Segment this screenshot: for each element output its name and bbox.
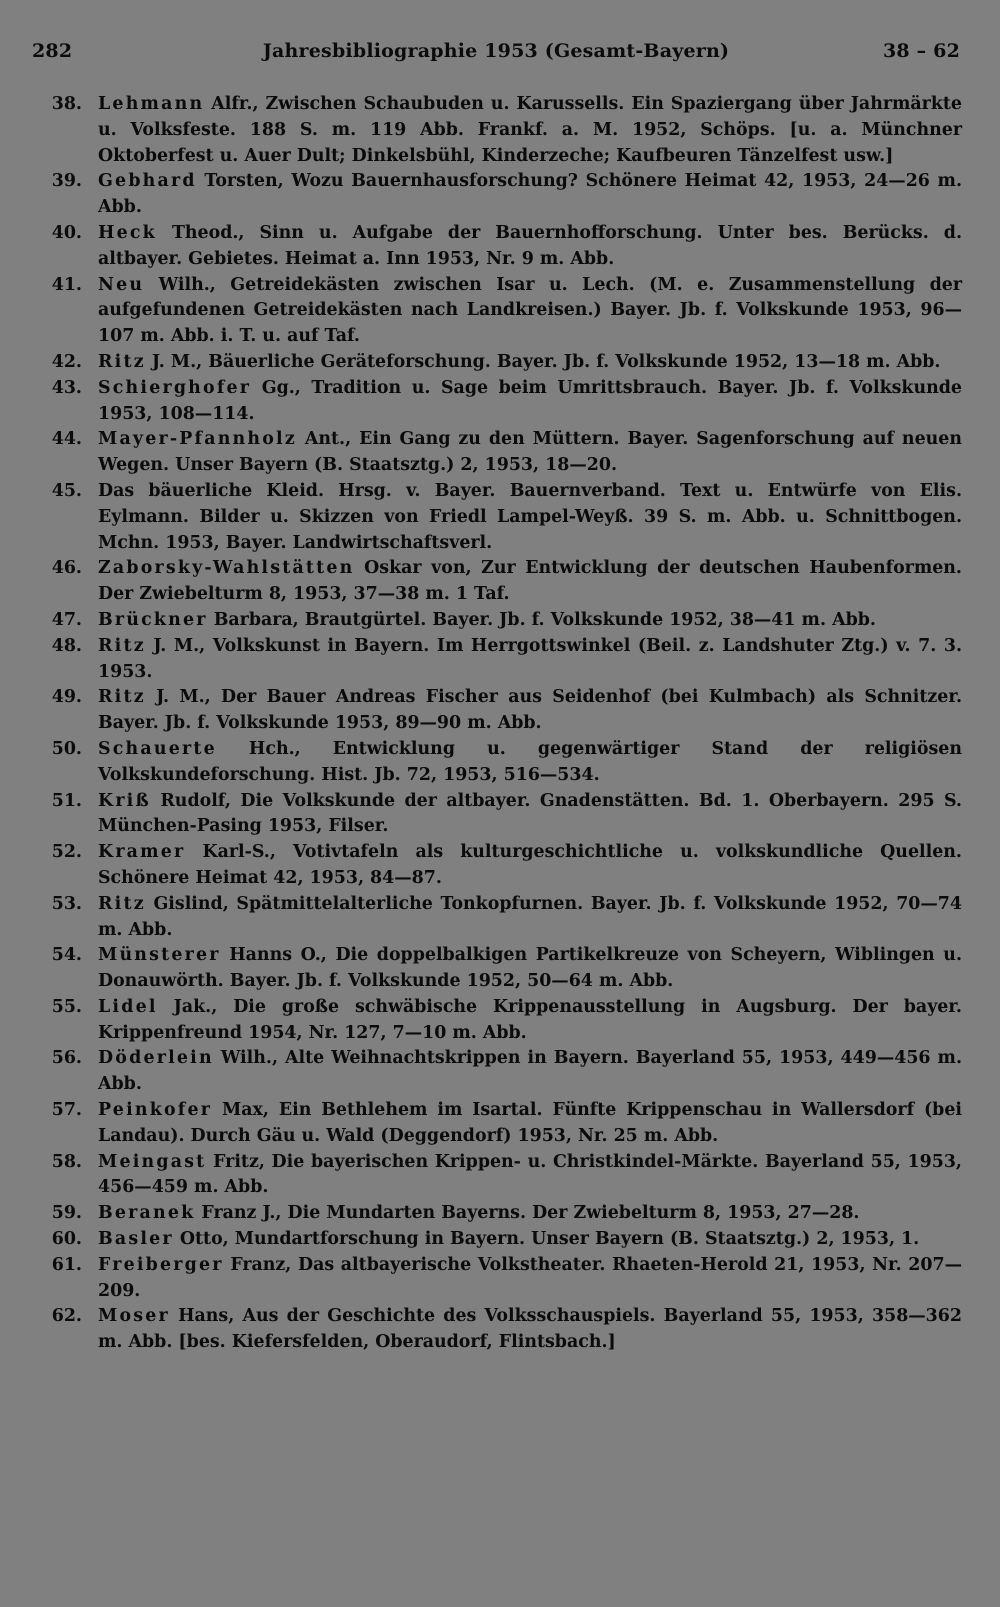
entry-number: 39. xyxy=(51,171,82,192)
entry-author: Moser xyxy=(98,1306,170,1327)
entry-text xyxy=(98,221,962,273)
entry-text xyxy=(98,1304,962,1356)
bibliography-entry xyxy=(40,840,962,892)
entry-citation: J. M., Volkskunst in Bayern. Im Herrgottswinkel (Beil. z. Landshuter Ztg.) v. 7. 3. 1953. xyxy=(98,635,962,682)
entry-citation: Gg., Tradition u. Sage beim Umrittsbrauch. Bayer. Jb. f. Volkskunde 1953, 108—114. xyxy=(98,377,962,424)
entry-author: Schauerte xyxy=(98,738,217,759)
bibliography-entry xyxy=(40,1150,962,1202)
bibliography-entry xyxy=(40,1304,962,1356)
entry-text xyxy=(98,608,962,634)
entry-citation: Theod., Sinn u. Aufgabe der Bauernhofforschung. Unter bes. Berücks. d. altbayer. Gebietes. Heimat a. Inn 1953, Nr. 9 m. Abb. xyxy=(98,222,962,269)
entry-text xyxy=(98,479,962,556)
bibliography-entry xyxy=(40,221,962,273)
entry-number: 55. xyxy=(51,996,82,1017)
entry-citation: Otto, Mundartforschung in Bayern. Unser Bayern (B. Staatsztg.) 2, 1953, 1. xyxy=(179,1229,920,1250)
entry-text xyxy=(98,789,962,841)
entry-author: Döderlein xyxy=(98,1048,214,1069)
entry-number: 53. xyxy=(51,893,82,914)
entry-text xyxy=(98,840,962,892)
bibliography-list xyxy=(40,92,962,1356)
entry-number: 49. xyxy=(51,687,82,708)
entry-number: 45. xyxy=(51,480,82,501)
entry-author: Kriß xyxy=(98,790,151,811)
entry-text xyxy=(98,1150,962,1202)
entry-citation: Hch., Entwicklung u. gegenwärtiger Stand der religiösen Volkskundeforschung. Hist. Jb. 72, 1953, 516—534. xyxy=(98,738,962,785)
entry-text xyxy=(98,1046,962,1098)
entry-citation: Max, Ein Bethlehem im Isartal. Fünfte Krippenschau in Wallersdorf (bei Landau). Durch Gäu u. Wald (Deggendorf) 1953, Nr. 25 m. Abb. xyxy=(98,1100,963,1146)
entry-citation: Karl-S., Votivtafeln als kulturgeschichtliche u. volkskundliche Quellen. Schönere Heimat 42, 1953, 84—87. xyxy=(98,842,962,888)
entry-citation: Fritz, Die bayerischen Krippen- u. Christkindel-Märkte. Bayerland 55, 1953, 456—459 m. Abb. xyxy=(98,1151,962,1198)
entry-text xyxy=(98,1253,962,1305)
entry-author: Neu xyxy=(98,274,145,295)
bibliography-entry xyxy=(40,995,962,1047)
entry-number: 56. xyxy=(51,1048,82,1069)
entry-number: 59. xyxy=(51,1203,82,1224)
bibliography-entry xyxy=(40,427,962,479)
entry-text xyxy=(98,1098,962,1150)
entry-number: 47. xyxy=(51,609,82,630)
entry-author: Meingast xyxy=(98,1151,207,1172)
entry-text xyxy=(98,685,962,737)
bibliography-entry xyxy=(40,608,962,634)
entry-text xyxy=(98,273,962,350)
bibliography-entry xyxy=(40,1253,962,1305)
entry-author: Ritz xyxy=(98,351,146,372)
entry-author: Beranek xyxy=(98,1203,196,1224)
entry-citation: Hanns O., Die doppelbalkigen Partikelkreuze von Scheyern, Wiblingen u. Donauwörth. Bayer. Jb. f. Volkskunde 1952, 50—64 m. Abb. xyxy=(98,945,963,992)
entry-text xyxy=(98,737,962,789)
bibliography-entry xyxy=(40,1201,962,1227)
entry-text xyxy=(98,427,962,479)
entry-author: Brückner xyxy=(98,609,208,630)
bibliography-entry xyxy=(40,685,962,737)
entry-citation: Hans, Aus der Geschichte des Volksschauspiels. Bayerland 55, 1953, 358—362 m. Abb. [bes. Kiefersfelden, Oberaudorf, Flintsbach.] xyxy=(98,1306,962,1353)
entry-citation: Torsten, Wozu Bauernhausforschung? Schönere Heimat 42, 1953, 24—26 m. Abb. xyxy=(98,171,963,218)
entry-number: 57. xyxy=(51,1100,82,1121)
entry-text xyxy=(98,556,962,608)
bibliography-entry xyxy=(40,350,962,376)
entry-citation: Wilh., Getreidekästen zwischen Isar u. Lech. (M. e. Zusammenstellung der aufgefundenen Getreidekästen nach Landkreisen.) Bayer. Jb. f. Volkskunde 1953, 96—107 m. Abb. i. T. u. auf Taf. xyxy=(98,274,962,347)
entry-author: Schierghofer xyxy=(98,377,252,398)
entry-citation: J. M., Der Bauer Andreas Fischer aus Seidenhof (bei Kulmbach) als Schnitzer. Bayer. Jb. f. Volkskunde 1953, 89—90 m. Abb. xyxy=(98,687,962,734)
entry-number: 61. xyxy=(51,1254,82,1275)
entry-author: Basler xyxy=(98,1229,174,1250)
entry-author: Lehmann xyxy=(98,94,205,114)
entry-number: 60. xyxy=(51,1229,82,1250)
entry-citation: Oskar von, Zur Entwicklung der deutschen Haubenformen. Der Zwiebelturm 8, 1953, 37—38 m. 1 Taf. xyxy=(98,558,962,605)
entry-citation: Alfr., Zwischen Schaubuden u. Karussells. Ein Spaziergang über Jahrmärkte u. Volksfeste. 188 S. m. 119 Abb. Frankf. a. M. 1952, Schöps. [u. a. Münchner Oktoberfest u. Auer Dult; Dinkelsbühl, Kinderzeche; Kaufbeuren Tänzelfest usw.] xyxy=(98,94,962,166)
entry-number: 62. xyxy=(51,1306,82,1327)
entry-text xyxy=(98,634,962,686)
bibliography-entry xyxy=(40,479,962,556)
page-title: Jahresbibliographie 1953 (Gesamt-Bayern) xyxy=(262,40,730,62)
entry-citation: Jak., Die große schwäbische Krippenausstellung in Augsburg. Der bayer. Krippenfreund 1954, Nr. 127, 7—10 m. Abb. xyxy=(98,996,962,1043)
running-head xyxy=(32,40,960,74)
entry-citation: Franz J., Die Mundarten Bayerns. Der Zwiebelturm 8, 1953, 27—28. xyxy=(201,1203,860,1224)
entry-number: 38. xyxy=(51,94,82,114)
entry-author: Mayer-Pfannholz xyxy=(98,429,297,450)
entry-author: Zaborsky-Wahlstätten xyxy=(98,558,355,579)
entry-author: Heck xyxy=(98,222,157,243)
entry-number: 41. xyxy=(51,274,82,295)
entry-text xyxy=(98,995,962,1047)
entry-citation: Wilh., Alte Weihnachtskrippen in Bayern. Bayerland 55, 1953, 449—456 m. Abb. xyxy=(98,1048,962,1095)
entry-range: 38 – 62 xyxy=(882,40,960,62)
entry-citation: Barbara, Brautgürtel. Bayer. Jb. f. Volkskunde 1952, 38—41 m. Abb. xyxy=(213,609,876,630)
entry-citation: Franz, Das altbayerische Volkstheater. Rhaeten-Herold 21, 1953, Nr. 207—209. xyxy=(98,1254,963,1301)
bibliography-entry xyxy=(40,892,962,944)
entry-author: Kramer xyxy=(98,842,186,863)
entry-text xyxy=(98,350,962,376)
entry-text xyxy=(98,376,962,428)
entry-text xyxy=(98,1201,962,1227)
entry-number: 48. xyxy=(51,635,82,656)
entry-text xyxy=(98,169,962,221)
entry-author: Ritz xyxy=(98,687,146,708)
bibliography-entry xyxy=(40,1046,962,1098)
entry-text xyxy=(98,1227,962,1253)
entry-number: 50. xyxy=(51,738,82,759)
entry-number: 58. xyxy=(51,1151,82,1172)
entry-author: Ritz xyxy=(98,893,146,914)
entry-citation: Ant., Ein Gang zu den Müttern. Bayer. Sagenforschung auf neuen Wegen. Unser Bayern (B. Staatsztg.) 2, 1953, 18—20. xyxy=(98,429,962,476)
entry-author: Lidel xyxy=(98,996,158,1017)
entry-number: 51. xyxy=(51,790,82,811)
bibliography-entry xyxy=(40,737,962,789)
entry-citation: Das bäuerliche Kleid. Hrsg. v. Bayer. Bauernverband. Text u. Entwürfe von Elis. Eylmann. Bilder u. Skizzen von Friedl Lampel-Weyß. 39 S. m. Abb. u. Schnittbogen. Mchn. 1953, Bayer. Landwirtschaftsverl. xyxy=(98,480,962,553)
entry-number: 43. xyxy=(51,377,82,398)
bibliography-entry xyxy=(40,789,962,841)
entry-author: Gebhard xyxy=(98,171,197,192)
entry-citation: Gislind, Spätmittelalterliche Tonkopfurnen. Bayer. Jb. f. Volkskunde 1952, 70—74 m. Abb. xyxy=(98,893,962,940)
bibliography-entry xyxy=(40,376,962,428)
entry-text xyxy=(98,892,962,944)
bibliography-entry xyxy=(40,273,962,350)
entry-number: 54. xyxy=(51,945,82,966)
entry-text xyxy=(98,92,962,169)
bibliography-entry xyxy=(40,92,962,169)
entry-number: 44. xyxy=(51,429,82,450)
entry-number: 40. xyxy=(51,222,82,243)
entry-author: Münsterer xyxy=(98,945,221,966)
bibliography-entry xyxy=(40,634,962,686)
bibliography-entry xyxy=(40,1227,962,1253)
entry-author: Peinkofer xyxy=(98,1100,213,1121)
entry-citation: J. M., Bäuerliche Geräteforschung. Bayer. Jb. f. Volkskunde 1952, 13—18 m. Abb. xyxy=(151,351,941,372)
bibliography-entry xyxy=(40,556,962,608)
entry-author: Ritz xyxy=(98,635,146,656)
entry-citation: Rudolf, Die Volkskunde der altbayer. Gnadenstätten. Bd. 1. Oberbayern. 295 S. München-Pasing 1953, Filser. xyxy=(98,790,962,837)
entry-author: Freiberger xyxy=(98,1254,224,1275)
bibliography-entry xyxy=(40,943,962,995)
entry-number: 42. xyxy=(51,351,82,372)
entry-text xyxy=(98,943,962,995)
page-number: 282 xyxy=(32,40,73,62)
entry-number: 46. xyxy=(51,558,82,579)
bibliography-entry xyxy=(40,169,962,221)
bibliography-entry xyxy=(40,1098,962,1150)
entry-number: 52. xyxy=(51,842,82,863)
